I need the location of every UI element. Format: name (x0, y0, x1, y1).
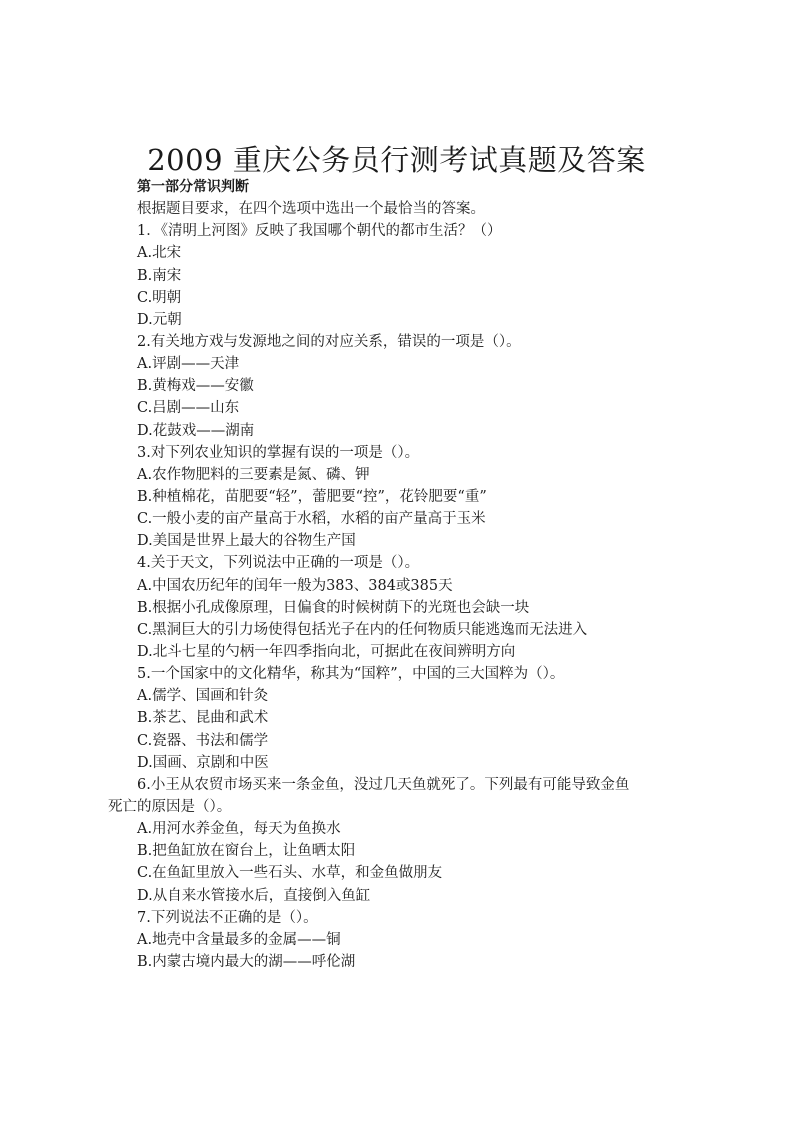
question-7-option-a: A.地壳中含量最多的金属——铜 (137, 931, 341, 948)
question-5-stem: 5.一个国家中的文化精华，称其为“国粹”，中国的三大国粹为（）。 (137, 666, 565, 683)
question-4-option-b: B.根据小孔成像原理，日偏食的时候树荫下的光斑也会缺一块 (137, 599, 530, 616)
question-6-stem-line-2: 死亡的原因是（）。 (108, 798, 232, 815)
question-6-option-d: D.从自来水管接水后，直接倒入鱼缸 (137, 887, 371, 904)
question-7-stem: 7.下列说法不正确的是（）。 (137, 909, 318, 926)
question-4-option-d: D.北斗七星的勺柄一年四季指向北，可据此在夜间辨明方向 (137, 643, 516, 660)
question-2-option-d: D.花鼓戏——湖南 (137, 422, 255, 439)
question-1-option-a: A.北宋 (137, 245, 182, 262)
question-2-option-c: C.吕剧——山东 (137, 400, 240, 417)
question-5-option-b: B.茶艺、昆曲和武术 (137, 710, 269, 727)
question-3-option-b: B.种植棉花，苗肥要“轻”，蕾肥要“控”，花铃肥要“重” (137, 488, 487, 505)
question-2-stem: 2.有关地方戏与发源地之间的对应关系，错误的一项是（）。 (137, 333, 521, 350)
document-title: 2009 重庆公务员行测考试真题及答案 (147, 143, 646, 177)
document-body (0, 176, 793, 973)
question-7-option-b: B.内蒙古境内最大的湖——呼伦湖 (137, 953, 356, 970)
question-3-option-d: D.美国是世界上最大的谷物生产国 (137, 533, 356, 550)
section-heading: 第一部分常识判断 (137, 179, 249, 195)
question-5-option-c: C.瓷器、书法和儒学 (137, 732, 269, 749)
question-1-option-d: D.元朝 (137, 311, 182, 328)
question-2-option-a: A.评剧——天津 (137, 356, 240, 373)
question-3-option-c: C.一般小麦的亩产量高于水稻，水稻的亩产量高于玉米 (137, 511, 486, 528)
question-3-option-a: A.农作物肥料的三要素是氮、磷、钾 (137, 466, 370, 483)
question-4-stem: 4.关于天文，下列说法中正确的一项是（）。 (137, 555, 420, 572)
question-1-option-c: C.明朝 (137, 289, 182, 306)
instructions: 根据题目要求，在四个选项中选出一个最恰当的答案。 (137, 201, 485, 218)
question-6-option-c: C.在鱼缸里放入一些石头、水草，和金鱼做朋友 (137, 865, 443, 882)
question-1-option-b: B.南宋 (137, 267, 182, 284)
question-5-option-a: A.儒学、国画和针灸 (137, 688, 269, 705)
question-5-option-d: D.国画、京剧和中医 (137, 754, 269, 771)
question-2-option-b: B.黄梅戏——安徽 (137, 378, 254, 395)
question-4-option-c: C.黑洞巨大的引力场使得包括光子在内的任何物质只能逃逸而无法进入 (137, 621, 588, 638)
question-4-option-a: A.中国农历纪年的闰年一般为383、384或385天 (137, 577, 453, 594)
question-6-stem-line-1: 6.小王从农贸市场买来一条金鱼，没过几天鱼就死了。下列最有可能导致金鱼 (137, 776, 630, 793)
question-1-stem: 1．《清明上河图》反映了我国哪个朝代的都市生活？（） (137, 223, 502, 240)
question-3-stem: 3.对下列农业知识的掌握有误的一项是（）。 (137, 444, 420, 461)
question-6-option-a: A.用河水养金鱼，每天为鱼换水 (137, 821, 341, 838)
question-6-option-b: B.把鱼缸放在窗台上，让鱼晒太阳 (137, 843, 356, 860)
